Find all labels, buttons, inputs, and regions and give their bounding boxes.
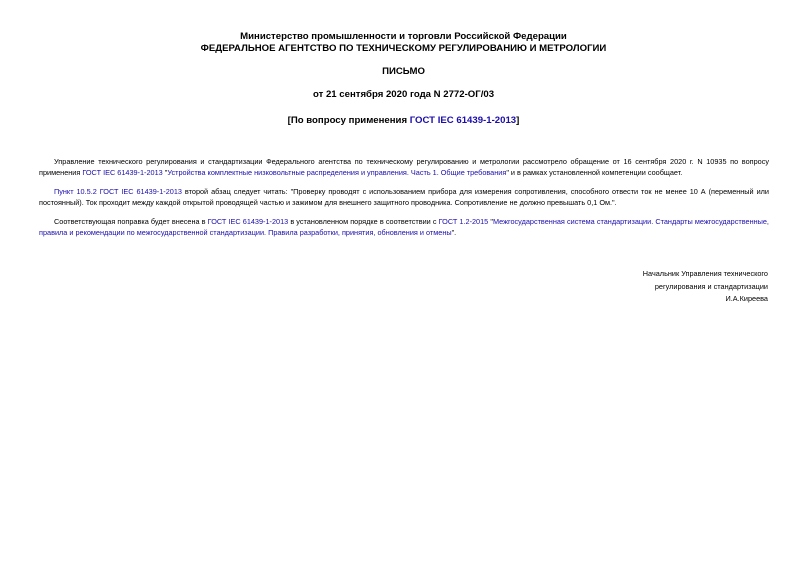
p2-clause-link[interactable]: Пункт 10.5.2 — [54, 187, 97, 196]
signature-position-line1: Начальник Управления технического — [642, 269, 768, 278]
subject-prefix: [По вопросу применения — [287, 115, 410, 126]
document-date-number: от 21 сентября 2020 года N 2772-ОГ/03 — [312, 89, 495, 100]
p3-text-c: " — [488, 217, 493, 226]
p1-text-b: " — [162, 168, 168, 177]
p3-standard-link[interactable]: ГОСТ IEC 61439-1-2013 — [207, 217, 289, 226]
document-type: ПИСЬМО — [382, 66, 425, 77]
paragraph-1 — [39, 156, 769, 178]
p3-gost-link[interactable]: ГОСТ 1.2-2015 — [438, 217, 489, 226]
subject-standard-link[interactable]: ГОСТ IEC 61439-1-2013 — [409, 115, 517, 126]
p3-text-a: Соответствующая поправка будет внесена в — [54, 217, 208, 226]
p3-text-b: в установленном порядке в соответствии с — [288, 217, 439, 226]
signature-name: И.А.Киреева — [725, 294, 768, 303]
agency-title: ФЕДЕРАЛЬНОЕ АГЕНТСТВО ПО ТЕХНИЧЕСКОМУ РЕГУЛИРОВАНИЮ И МЕТРОЛОГИИ — [200, 43, 607, 54]
p1-standard-title-link[interactable]: Устройства комплектные низковольтные распределения и управления. Часть 1. Общие требования — [167, 168, 507, 177]
paragraph-2 — [39, 186, 769, 208]
document-subject — [0, 115, 807, 127]
signature-position-line2: регулирования и стандартизации — [654, 281, 768, 291]
p3-text-d: ". — [451, 228, 457, 237]
subject-suffix: ] — [516, 115, 520, 126]
p1-text-c: " и в рамках установленной компетенции сообщает. — [506, 168, 683, 177]
ministry-title: Министерство промышленности и торговли Российской Федерации — [240, 31, 567, 42]
p2-text-b: второй абзац следует читать: "Проверку проводят с использованием прибора для измерения сопротивления, способного отвести ток не менее 10 А (переменный или постоянный). Ток проходит между каждой открытой проводящей частью и зажимом для внешнего защитного проводника. Сопротивление не должно превышать 0,1 Ом.". — [39, 187, 769, 207]
signature-block — [643, 268, 768, 306]
p2-standard-link[interactable]: ГОСТ IEC 61439-1-2013 — [99, 187, 182, 196]
p1-text-a: Управление технического регулирования и стандартизации Федерального агентства по техническому регулированию и метрологии рассмотрело обращение от 16 сентября 2020 г. N 10935 по вопросу применения — [39, 157, 769, 177]
p1-standard-link[interactable]: ГОСТ IEC 61439-1-2013 — [82, 168, 163, 177]
paragraph-3 — [39, 216, 769, 238]
p3-gost-title-link[interactable]: Межгосударственная система стандартизации. Стандарты межгосударственные, правила и рекомендации по межгосударственной стандартизации. Правила разработки, принятия, обновления и отмены — [39, 217, 769, 237]
